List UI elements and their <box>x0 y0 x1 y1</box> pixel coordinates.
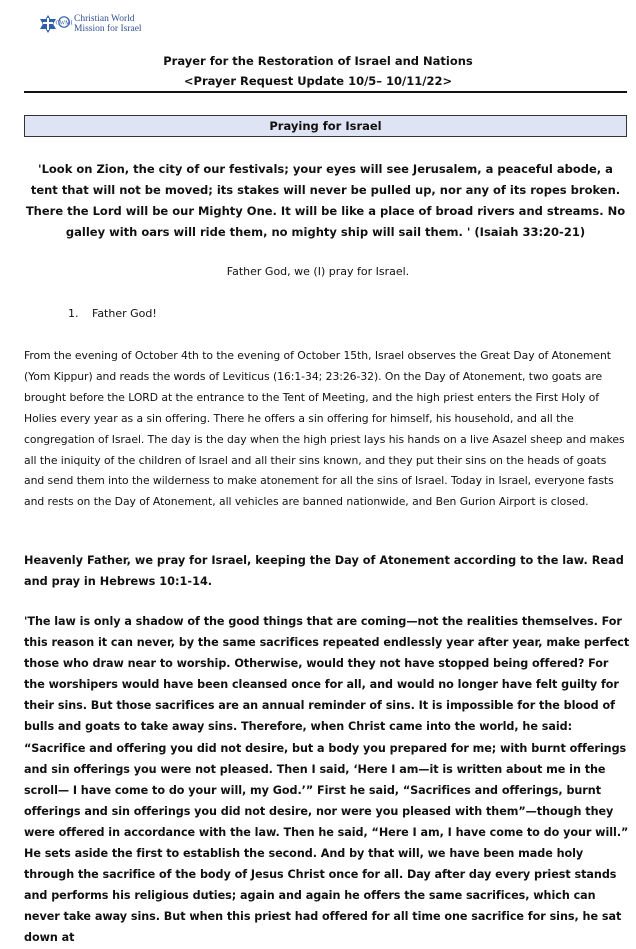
invocation-line: Father God, we (I) pray for Israel. <box>226 265 410 278</box>
list-item-number: 1. <box>68 307 79 320</box>
svg-text:CWMI: CWMI <box>55 20 73 27</box>
section-heading: Praying for Israel <box>24 115 627 137</box>
organization-logo <box>38 14 142 34</box>
prayer-heading: Heavenly Father, we pray for Israel, keeping the Day of Atonement according to the law. Read and pray in Hebrews 10:1-14. <box>24 554 624 588</box>
list-item <box>68 304 157 324</box>
document-title <box>0 51 636 91</box>
logo-text-line1: Christian World <box>74 14 135 24</box>
title-divider <box>24 91 627 93</box>
logo-text <box>74 14 142 34</box>
scripture-quote: 'The law is only a shadow of the good things that are coming—not the realities themselves. For this reason it can never, by the same sacrifices repeated endlessly year after year, make perfect those who draw near to worship. Otherwise, would they not have stopped being offered? For the worshipers would have been cleansed once for all, and would no longer have felt guilty for their sins. But those sacrifices are an annual reminder of sins. It is impossible for the blood of bulls and goats to take away sins. Therefore, when Christ came into the world, he said: “Sacrifice and offering you did not desire, but a body you prepared for me; with burnt offerings and sin offerings you were not pleased. Then I said, ‘Here I am—it is written about me in the scroll— I have come to do your will, my God.’” First he said, “Sacrifices and offerings, burnt offerings and sin offerings you did not desire, nor were you pleased with them”—though they were offered in accordance with the law. Then he said, “Here I am, I have come to do your will.” He sets aside the first to establish the second. And by that will, we have been made holy through the sacrifice of the body of Jesus Christ once for all. Day after day every priest stands and performs his religious duties; again and again he offers the same sacrifices, which can never take away sins. But when this priest had offered for all time one sacrifice for sins, he sat down at <box>24 615 630 945</box>
logo-text-line2: Mission for Israel <box>74 24 142 34</box>
list-item-text: Father God! <box>92 307 157 320</box>
opening-verse: 'Look on Zion, the city of our festivals; your eyes will see Jerusalem, a peaceful abode, a tent that will not be moved; its stakes will never be pulled up, nor any of its ropes broken. There the Lord will be our Mighty One. It will be like a place of broad rivers and streams. No galley with oars will ride them, no mighty ship will sail them. ' (Isaiah 33:20-21) <box>25 162 626 239</box>
title-line-1: Prayer for the Restoration of Israel and Nations <box>163 54 473 68</box>
body-paragraph: From the evening of October 4th to the evening of October 15th, Israel observes the Great Day of Atonement (Yom Kippur) and reads the words of Leviticus (16:1-34; 23:26-32). On the Day of Atonement, two goats are brought before the LORD at the entrance to the Tent of Meeting, and the high priest enters the First Holy of Holies every year as a sin offering. There he offers a sin offering for himself, his household, and all the congregation of Israel. The day is the day when the high priest lays his hands on a live Asazel sheep and makes all the iniquity of the children of Israel and all their sins known, and they put their sins on the heads of goats and send them into the wilderness to make atonement for all the sins of Israel. Today in Israel, everyone fasts and rests on the Day of Atonement, all vehicles are banned nationwide, and Ben Gurion Airport is closed. <box>24 349 625 509</box>
monogram-icon <box>55 14 73 30</box>
title-line-2: <Prayer Request Update 10/5– 10/11/22> <box>183 74 453 88</box>
